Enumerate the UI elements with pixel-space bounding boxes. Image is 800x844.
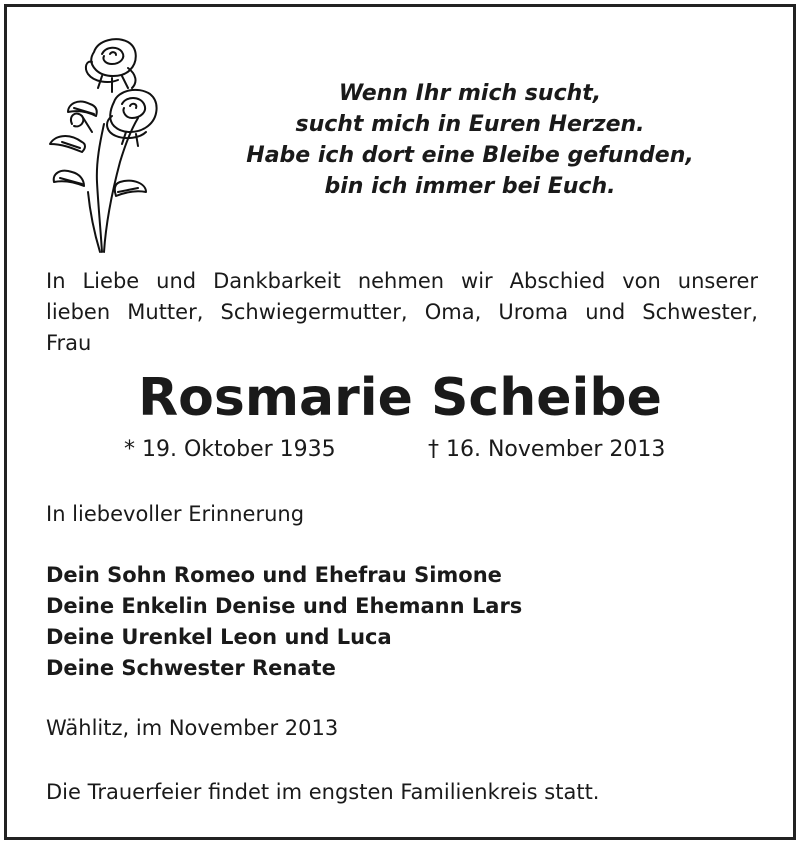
funeral-note: Die Trauerfeier findet im engsten Familienkreis statt. (46, 780, 600, 804)
family-list (46, 560, 522, 684)
intro-line: In Liebe und Dankbarkeit nehmen wir Abschied von unserer (46, 269, 758, 293)
intro-line: Frau (46, 331, 92, 355)
death-date: † 16. November 2013 (428, 437, 666, 462)
deceased-name: Rosmarie Scheibe (138, 368, 662, 428)
place-date: Wählitz, im November 2013 (46, 716, 339, 740)
family-member: Dein Sohn Romeo und Ehefrau Simone (46, 563, 502, 587)
poem-line: Habe ich dort eine Bleibe gefunden, (246, 143, 694, 168)
remembrance-line: In liebevoller Erinnerung (46, 502, 305, 526)
family-member: Deine Schwester Renate (46, 656, 336, 680)
intro-text (46, 266, 758, 359)
birth-date: * 19. Oktober 1935 (124, 437, 336, 462)
poem (200, 78, 740, 202)
family-member: Deine Enkelin Denise und Ehemann Lars (46, 594, 523, 618)
family-member: Deine Urenkel Leon und Luca (46, 625, 392, 649)
poem-line: Wenn Ihr mich sucht, (338, 81, 602, 106)
rose-icon (42, 32, 162, 260)
intro-line: lieben Mutter, Schwiegermutter, Oma, Uroma und Schwester, (46, 300, 758, 324)
poem-line: bin ich immer bei Euch. (324, 174, 616, 199)
poem-line: sucht mich in Euren Herzen. (295, 112, 645, 137)
